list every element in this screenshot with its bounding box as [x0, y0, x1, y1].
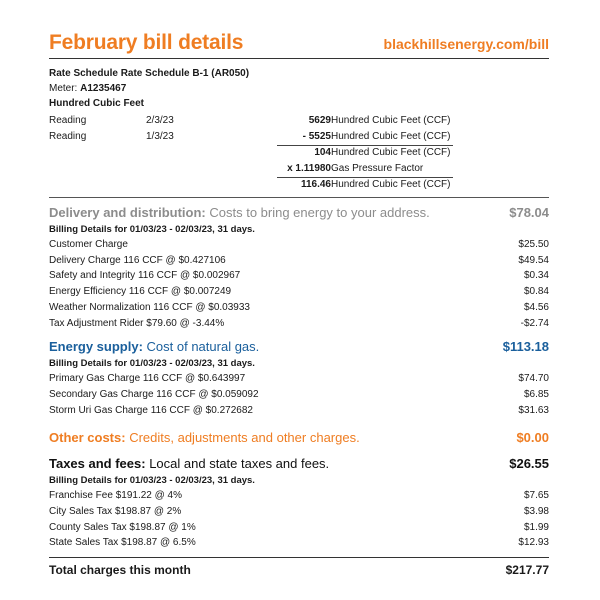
section-amount: $26.55	[509, 456, 549, 472]
charge-line: Energy Efficiency 116 CCF @ $0.007249 $0.84	[49, 286, 549, 298]
charge-line: City Sales Tax $198.87 @ 2% $3.98	[49, 506, 549, 518]
taxes-section	[49, 456, 549, 551]
meter-number: A1235467	[80, 83, 127, 94]
section-amount: $113.18	[502, 339, 549, 355]
page-title: February bill details	[49, 31, 244, 54]
reading-unit: Hundred Cubic Feet (CCF)	[331, 179, 451, 190]
billing-period: Billing Details for 01/03/23 - 02/03/23, 31 days.	[49, 475, 255, 487]
reading-label: Reading	[49, 115, 87, 126]
bill-url-link[interactable]: blackhillsenergy.com/bill	[383, 36, 549, 52]
meter-line	[49, 81, 549, 96]
unit-label: Hundred Cubic Feet	[49, 98, 145, 109]
section-title: Taxes and fees: Local and state taxes and fees.	[49, 456, 330, 472]
charge-line: Storm Uri Gas Charge 116 CCF @ $0.272682 $31.63	[49, 404, 549, 416]
charge-line: Secondary Gas Charge 116 CCF @ $0.059092 $6.85	[49, 388, 549, 400]
total-row	[49, 558, 549, 577]
billed-usage: 116.46	[300, 179, 331, 190]
reading-label: Reading	[49, 131, 87, 142]
charge-line: Franchise Fee $191.22 @ 4% $7.65	[49, 490, 549, 502]
meter-info	[49, 66, 549, 111]
reading-row	[49, 161, 549, 177]
section-title: Energy supply: Cost of natural gas.	[49, 339, 260, 355]
rate-schedule: Rate Schedule Rate Schedule B-1 (AR050)	[49, 68, 250, 79]
charge-line: Weather Normalization 116 CCF @ $0.03933 $4.56	[49, 301, 549, 313]
supply-section	[49, 339, 549, 418]
reading-unit: Gas Pressure Factor	[331, 163, 424, 174]
charge-line: Customer Charge $25.50	[49, 239, 549, 250]
header-divider	[49, 58, 549, 59]
charge-line: County Sales Tax $198.87 @ 1% $1.99	[49, 521, 549, 533]
charge-line: State Sales Tax $198.87 @ 6.5% $12.93	[49, 537, 549, 549]
section-heading	[49, 456, 549, 471]
charge-line: Tax Adjustment Rider $79.60 @ -3.44% -$2.74	[49, 317, 549, 329]
other-costs-section	[49, 430, 549, 445]
section-title: Other costs: Credits, adjustments and other charges.	[49, 430, 360, 446]
section-heading	[49, 205, 549, 220]
charge-line: Safety and Integrity 116 CCF @ $0.002967 $0.34	[49, 270, 549, 282]
section-divider	[49, 197, 549, 198]
reading-row	[49, 113, 549, 129]
total-amount: $217.77	[505, 563, 549, 578]
readings-table	[49, 111, 549, 190]
billing-period: Billing Details for 01/03/23 - 02/03/23, 31 days.	[49, 224, 255, 235]
header	[49, 0, 549, 58]
reading-difference: 104	[314, 147, 331, 158]
reading-value: - 5525	[302, 131, 331, 142]
meter-label: Meter:	[49, 83, 78, 94]
reading-date: 1/3/23	[146, 131, 174, 142]
charge-line: Primary Gas Charge 116 CCF @ $0.643997 $74.70	[49, 373, 549, 385]
section-title: Delivery and distribution: Costs to bring energy to your address.	[49, 205, 430, 220]
reading-value: 5629	[308, 115, 331, 126]
reading-unit: Hundred Cubic Feet (CCF)	[331, 115, 451, 126]
delivery-section	[49, 205, 549, 331]
pressure-factor: x 1.11980	[287, 163, 331, 174]
section-heading	[49, 430, 549, 445]
reading-date: 2/3/23	[146, 115, 174, 126]
section-amount: $78.04	[509, 205, 549, 220]
total-label: Total charges this month	[49, 563, 191, 578]
reading-unit: Hundred Cubic Feet (CCF)	[331, 131, 451, 142]
billing-period: Billing Details for 01/03/23 - 02/03/23, 31 days.	[49, 358, 255, 370]
charge-line: Delivery Charge 116 CCF @ $0.427106 $49.54	[49, 254, 549, 266]
reading-row	[49, 129, 549, 145]
reading-row	[49, 145, 549, 161]
section-amount: $0.00	[516, 430, 549, 446]
bill-details-page	[49, 0, 549, 577]
section-heading	[49, 339, 549, 354]
reading-row	[49, 177, 549, 193]
reading-unit: Hundred Cubic Feet (CCF)	[331, 147, 451, 158]
